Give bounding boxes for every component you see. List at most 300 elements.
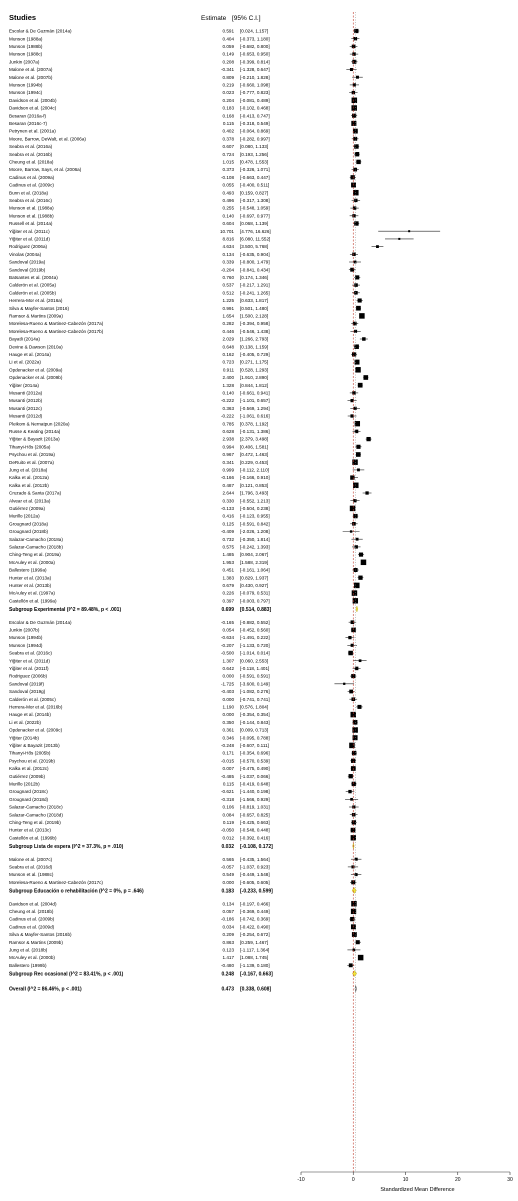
study-row-0-55-estimate: 0.967 bbox=[222, 452, 234, 458]
study-row-1-9-name: Sandoval (2019g) bbox=[9, 689, 46, 695]
study-row-0-17-ci: [0.478, 1.553] bbox=[240, 159, 269, 165]
study-row-0-6-estimate: 0.809 bbox=[222, 74, 234, 80]
study-row-0-52-name: Russe & Keating (2014a) bbox=[9, 429, 61, 434]
study-row-3-3-ci: [-0.422, 0.490] bbox=[240, 924, 270, 930]
study-row-3-6-name: Jung et al. (2018b) bbox=[9, 947, 48, 953]
study-row-1-12-name: Hauge et al. (2014b) bbox=[9, 712, 51, 718]
study-row-1-1-name: Junkin (2007b) bbox=[9, 627, 40, 633]
study-row-0-58-estimate: -0.166 bbox=[220, 475, 234, 481]
study-row-0-47-point bbox=[352, 391, 355, 394]
study-row-0-63-ci: [-0.123, 0.955] bbox=[240, 513, 270, 519]
study-row-0-73-name: McAuley et al. (1997a) bbox=[9, 590, 55, 596]
study-row-1-11-name: Herrera-Mor et al. (2016b) bbox=[9, 704, 63, 710]
study-row-1-14-name: Opdenacker et al. (2009c) bbox=[9, 727, 63, 733]
study-row-0-67-ci: [-0.242, 1.393] bbox=[240, 544, 270, 550]
subgroup-summary-0-diamond bbox=[356, 606, 358, 612]
study-row-0-37-name: Ramsor & Martins (2009a) bbox=[9, 313, 63, 319]
study-row-0-34-name: Calderón et al. (2005b) bbox=[9, 290, 56, 296]
study-row-1-23-estimate: -0.318 bbox=[220, 796, 234, 802]
study-row-0-21-estimate: 0.493 bbox=[222, 190, 234, 196]
study-row-1-8-point bbox=[343, 683, 345, 685]
study-row-3-3-name: Cadinus et al. (2009d) bbox=[9, 924, 55, 930]
study-row-0-68-point bbox=[359, 553, 363, 557]
study-row-3-0-ci: [-0.197, 0.466] bbox=[240, 901, 270, 907]
study-row-0-57-name: Jung et al. (2018a) bbox=[9, 467, 48, 473]
study-row-0-49-point bbox=[354, 407, 357, 410]
study-row-0-29-estimate: 0.134 bbox=[222, 251, 234, 257]
study-row-3-4-estimate: 0.209 bbox=[222, 932, 234, 938]
study-row-0-25-estimate: 0.604 bbox=[222, 221, 234, 227]
study-row-0-27-estimate: 8.816 bbox=[222, 236, 234, 242]
study-row-1-22-estimate: -0.621 bbox=[220, 789, 234, 795]
study-row-0-10-estimate: 0.183 bbox=[222, 105, 234, 111]
study-row-1-23-ci: [-1.566, 0.929] bbox=[240, 796, 270, 802]
study-row-3-7-estimate: 1.417 bbox=[222, 955, 234, 961]
study-row-0-45-ci: [1.910, 2.890] bbox=[240, 375, 269, 381]
study-row-1-2-estimate: -0.634 bbox=[220, 635, 234, 641]
study-row-0-24-name: Munson et al. (1988b) bbox=[9, 213, 54, 219]
study-row-0-23-name: Munson et al. (1988a) bbox=[9, 205, 54, 211]
study-row-0-12-name: Besaran (2016c-7) bbox=[9, 121, 48, 126]
study-row-0-30-estimate: 0.339 bbox=[222, 259, 234, 265]
study-row-0-20-name: Cadinus et al. (2009c) bbox=[9, 182, 54, 188]
study-row-3-3-estimate: 0.034 bbox=[222, 924, 234, 930]
study-row-0-33-ci: [-0.217, 1.291] bbox=[240, 282, 270, 288]
study-row-0-35-ci: [0.633, 1.817] bbox=[240, 298, 269, 304]
study-row-0-52-ci: [-0.131, 1.386] bbox=[240, 429, 270, 434]
study-row-0-34-estimate: 0.512 bbox=[222, 290, 234, 296]
study-row-0-13-ci: [-0.064, 0.869] bbox=[240, 128, 270, 134]
study-row-0-1-estimate: 0.404 bbox=[222, 36, 234, 42]
study-row-0-15-point bbox=[354, 144, 358, 148]
study-row-0-32-name: Batsantes et al. (2004a) bbox=[9, 275, 58, 280]
study-row-3-4-point bbox=[352, 932, 357, 937]
study-row-0-45-estimate: 2.400 bbox=[222, 375, 234, 381]
study-row-0-1-name: Munson (1988a) bbox=[9, 36, 43, 42]
study-row-0-42-name: Hauge et al. (2014a) bbox=[9, 352, 51, 357]
study-row-0-7-name: Munson (1994b) bbox=[9, 82, 43, 88]
study-row-2-2-point bbox=[355, 873, 358, 876]
study-row-0-66-estimate: 0.732 bbox=[222, 536, 234, 542]
study-row-1-28-ci: [-0.392, 0.416] bbox=[240, 835, 270, 841]
study-row-0-63-name: Murillo (2012a) bbox=[9, 513, 40, 519]
study-row-3-2-estimate: -0.186 bbox=[220, 916, 234, 922]
study-row-0-31-point bbox=[350, 268, 354, 272]
study-row-0-74-ci: [-0.003, 0.797] bbox=[240, 598, 270, 604]
study-row-0-48-name: Musanti (2012b) bbox=[9, 398, 43, 404]
study-row-0-55-point bbox=[356, 452, 361, 457]
study-row-1-24-ci: [-0.819, 1.031] bbox=[240, 804, 270, 810]
study-row-0-54-point bbox=[356, 445, 360, 449]
study-row-1-16-point bbox=[349, 743, 355, 749]
study-row-0-2-name: Munson (1988b) bbox=[9, 44, 43, 49]
study-row-0-43-ci: [0.271, 1.175] bbox=[240, 359, 269, 365]
study-row-0-25-point bbox=[354, 221, 358, 225]
study-row-0-32-ci: [0.174, 1.346] bbox=[240, 275, 269, 280]
study-row-0-11-ci: [-0.413, 0.747] bbox=[240, 113, 270, 119]
study-row-0-10-point bbox=[351, 105, 357, 111]
study-row-0-67-name: Salazar-Camacho (2018b) bbox=[9, 544, 63, 550]
study-row-0-27-ci: [6.080, 11.552] bbox=[240, 236, 271, 242]
study-row-0-10-ci: [-0.102, 0.468] bbox=[240, 105, 270, 111]
study-row-0-47-name: Musanti (2012a) bbox=[9, 390, 43, 396]
study-row-1-15-ci: [-0.095, 0.788] bbox=[240, 735, 270, 741]
study-row-1-18-estimate: -0.015 bbox=[220, 758, 234, 764]
study-row-0-51-estimate: 0.785 bbox=[222, 421, 234, 427]
study-row-0-28-estimate: 4.634 bbox=[222, 244, 234, 250]
study-row-0-24-estimate: 0.140 bbox=[222, 213, 234, 219]
study-row-0-56-ci: [0.229, 0.453] bbox=[240, 459, 269, 465]
x-tick-label-2: 10 bbox=[402, 1177, 409, 1183]
study-row-0-13-point bbox=[353, 129, 358, 134]
study-row-0-59-estimate: 0.487 bbox=[222, 482, 234, 488]
study-row-0-66-point bbox=[356, 538, 359, 541]
study-row-0-18-estimate: 0.373 bbox=[222, 167, 234, 173]
study-row-0-15-name: Seabra et al. (2016a) bbox=[9, 144, 53, 150]
study-row-0-37-point bbox=[359, 313, 365, 319]
study-row-3-5-name: Ramsor & Martins (2009b) bbox=[9, 939, 63, 945]
study-row-0-58-point bbox=[350, 475, 354, 479]
overall-estimate: 0.473 bbox=[221, 986, 234, 993]
study-row-0-57-estimate: 0.999 bbox=[222, 467, 234, 473]
study-row-0-28-name: Rodriguez (2006a) bbox=[9, 244, 48, 250]
study-row-0-59-ci: [0.121, 0.853] bbox=[240, 482, 269, 488]
study-row-1-12-estimate: 0.000 bbox=[222, 712, 234, 718]
study-row-1-22-ci: [-1.440, 0.198] bbox=[240, 789, 270, 795]
study-row-1-3-estimate: -0.207 bbox=[220, 642, 234, 648]
study-row-0-22-name: Seabra et al. (2016c) bbox=[9, 198, 52, 203]
study-row-3-7-point bbox=[358, 955, 364, 961]
study-row-0-24-ci: [-0.697, 0.977] bbox=[240, 213, 270, 219]
subgroup-summary-0-ci: [0.514, 0.883] bbox=[240, 606, 272, 613]
study-row-0-64-name: Grougnard (2018a) bbox=[9, 521, 49, 527]
study-row-0-4-estimate: 0.208 bbox=[222, 59, 234, 65]
study-row-0-22-estimate: 0.496 bbox=[222, 198, 234, 203]
study-row-1-20-estimate: -0.485 bbox=[220, 773, 234, 779]
study-row-3-1-ci: [-0.369, 0.449] bbox=[240, 909, 270, 914]
study-row-0-3-point bbox=[352, 52, 355, 55]
study-row-0-19-ci: [-0.663, 0.447] bbox=[240, 174, 270, 180]
study-row-0-56-estimate: 0.341 bbox=[222, 459, 234, 465]
study-row-0-44-point bbox=[355, 367, 361, 373]
study-row-1-7-name: Rodriguez (2006b) bbox=[9, 673, 48, 679]
study-row-0-69-point bbox=[361, 560, 367, 566]
study-row-0-46-name: Yiğiter (2014a) bbox=[9, 382, 39, 388]
study-row-0-37-ci: [1.500, 2.128] bbox=[240, 313, 269, 319]
study-row-0-10-name: Davidson et al. (2004c) bbox=[9, 105, 57, 111]
study-row-0-27-name: Yiğiter et al. (2011d) bbox=[9, 236, 50, 242]
study-row-0-37-estimate: 1.654 bbox=[222, 313, 234, 319]
study-row-0-74-name: Castellón et al. (1999a) bbox=[9, 598, 57, 604]
study-row-0-51-ci: [0.378, 1.192] bbox=[240, 421, 269, 427]
study-row-3-4-name: Silva & Mayfer-Santos (2016b) bbox=[9, 932, 72, 938]
study-row-0-55-ci: [0.472, 1.463] bbox=[240, 452, 269, 458]
study-row-3-0-name: Davidson et al. (2004d) bbox=[9, 901, 57, 907]
study-row-1-23-point bbox=[350, 798, 353, 801]
study-row-3-5-point bbox=[356, 940, 360, 944]
study-row-0-60-point bbox=[365, 491, 368, 494]
plot-body bbox=[9, 12, 513, 1193]
subgroup-summary-3-label: Subgroup Rec ocasional (I^2 = 83.41%, p < .001) bbox=[9, 971, 124, 978]
study-row-1-24-name: Salazar-Camacho (2018c) bbox=[9, 804, 63, 810]
study-row-0-18-name: Moore, Barrow, Says, et al. (2006a) bbox=[9, 167, 82, 173]
study-row-1-0-ci: [-0.882, 0.552] bbox=[240, 619, 270, 625]
study-row-0-60-ci: [1.796, 3.493] bbox=[240, 490, 269, 496]
study-row-0-41-name: Devine & Dawson (2010a) bbox=[9, 344, 63, 350]
study-row-0-60-name: Cruzado & Santa (2017a) bbox=[9, 490, 62, 496]
study-row-0-36-point bbox=[356, 306, 361, 311]
study-row-2-2-ci: [-0.449, 1.548] bbox=[240, 872, 270, 878]
x-tick-label-1: 0 bbox=[351, 1177, 355, 1183]
study-row-0-11-name: Besaran (2016a-f) bbox=[9, 113, 47, 119]
study-row-1-5-estimate: 1.307 bbox=[222, 658, 234, 664]
estimate-header: Estimate bbox=[201, 15, 227, 22]
study-row-0-25-ci: [0.068, 1.139] bbox=[240, 221, 269, 227]
study-row-0-44-estimate: 0.911 bbox=[222, 367, 234, 373]
study-row-0-63-estimate: 0.416 bbox=[222, 513, 234, 519]
study-row-0-71-ci: [0.829, 1.937] bbox=[240, 575, 269, 581]
study-row-0-50-estimate: -0.222 bbox=[220, 413, 234, 419]
ci-header: [95% C.I.] bbox=[232, 15, 261, 22]
study-row-1-26-estimate: 0.119 bbox=[222, 820, 234, 825]
study-row-0-42-ci: [-0.405, 0.729] bbox=[240, 352, 270, 357]
study-row-0-58-ci: [-0.166, 0.910] bbox=[240, 475, 270, 481]
study-row-0-57-point bbox=[357, 468, 360, 471]
study-row-1-7-ci: [-0.591, 0.591] bbox=[240, 673, 270, 679]
study-row-0-62-point bbox=[350, 506, 356, 512]
study-row-0-35-estimate: 1.225 bbox=[222, 298, 234, 304]
subgroup-summary-3-ci: [-0.167, 0.663] bbox=[240, 971, 273, 978]
study-row-3-1-estimate: 0.057 bbox=[222, 909, 234, 914]
study-row-1-5-ci: [0.060, 2.553] bbox=[240, 658, 269, 664]
study-row-0-58-name: Kalka et al. (2012a) bbox=[9, 475, 49, 481]
study-row-1-0-point bbox=[351, 620, 355, 624]
study-row-1-10-name: Calderón et al. (2005c) bbox=[9, 696, 56, 702]
study-row-0-20-ci: [-0.400, 0.511] bbox=[240, 182, 270, 188]
study-row-1-16-name: Yiğiter & Bayazit (2013b) bbox=[9, 743, 60, 748]
study-row-1-17-estimate: 0.171 bbox=[222, 750, 234, 756]
study-row-1-9-ci: [-1.082, 0.276] bbox=[240, 689, 270, 695]
study-row-3-6-ci: [-1.117, 1.364] bbox=[240, 947, 270, 953]
study-row-0-14-point bbox=[353, 137, 357, 141]
study-row-1-3-ci: [-1.133, 0.720] bbox=[240, 642, 270, 648]
study-row-3-8-ci: [-1.139, 0.180] bbox=[240, 962, 270, 968]
study-row-1-8-estimate: -1.725 bbox=[220, 681, 234, 687]
study-row-0-42-estimate: 0.162 bbox=[222, 352, 234, 357]
study-row-0-43-estimate: 0.723 bbox=[222, 359, 234, 365]
study-row-1-7-estimate: 0.000 bbox=[222, 673, 234, 679]
study-row-0-6-ci: [-0.210, 1.828] bbox=[240, 74, 270, 80]
study-row-0-15-estimate: 0.607 bbox=[222, 144, 234, 150]
study-row-0-60-estimate: 2.644 bbox=[222, 490, 234, 496]
study-row-0-5-estimate: -0.341 bbox=[220, 67, 234, 73]
study-row-0-3-name: Munson (1988c) bbox=[9, 51, 43, 57]
study-row-0-30-name: Sandoval (2019a) bbox=[9, 259, 46, 265]
study-row-0-51-point bbox=[355, 421, 360, 426]
study-row-0-33-estimate: 0.537 bbox=[222, 282, 234, 288]
study-row-1-13-estimate: 0.350 bbox=[222, 719, 234, 725]
study-row-0-71-point bbox=[358, 576, 362, 580]
study-row-1-2-point bbox=[348, 636, 351, 639]
study-row-1-12-ci: [-0.354, 0.354] bbox=[240, 712, 270, 718]
study-row-0-39-estimate: 0.446 bbox=[222, 328, 234, 334]
study-row-0-20-estimate: 0.055 bbox=[222, 182, 234, 188]
study-row-0-62-name: Gutiérrez (2009a) bbox=[9, 506, 46, 511]
study-row-0-70-name: Ballestero (1999a) bbox=[9, 567, 47, 573]
study-row-0-0-name: Escolar & De Guzmán (2014a) bbox=[9, 28, 72, 34]
study-row-0-50-name: Musanti (2012d) bbox=[9, 413, 43, 419]
study-row-1-9-point bbox=[349, 690, 353, 694]
study-row-0-61-name: Alvear et al. (2013a) bbox=[9, 498, 51, 504]
study-row-0-24-point bbox=[352, 214, 355, 217]
study-row-0-45-name: Opdenacker et al. (2009b) bbox=[9, 375, 63, 381]
study-row-1-17-name: Tihanyi-Hős (2005b) bbox=[9, 750, 51, 756]
study-row-2-2-name: Munson et al. (1988c) bbox=[9, 872, 54, 878]
study-row-0-74-estimate: 0.397 bbox=[222, 598, 234, 604]
study-row-1-27-ci: [-0.548, 0.448] bbox=[240, 827, 270, 833]
study-row-0-14-name: Moore, Barrow, DeWalt, et al. (2006a) bbox=[9, 136, 86, 142]
x-axis-label: Standardized Mean Difference bbox=[380, 1187, 455, 1193]
study-row-1-10-ci: [-0.741, 0.741] bbox=[240, 696, 270, 702]
study-row-0-62-ci: [-0.504, 0.238] bbox=[240, 506, 270, 511]
study-row-0-6-point bbox=[356, 76, 359, 79]
study-row-3-7-name: McAuley et al. (2000b) bbox=[9, 955, 55, 961]
study-row-0-72-estimate: 0.679 bbox=[222, 583, 234, 588]
study-row-0-54-ci: [0.406, 1.581] bbox=[240, 444, 269, 450]
study-row-0-64-ci: [-0.591, 0.842] bbox=[240, 521, 270, 527]
study-row-0-45-point bbox=[363, 375, 368, 380]
study-row-0-25-name: Russell et al. (2014a) bbox=[9, 221, 53, 227]
study-row-0-23-estimate: 0.255 bbox=[222, 205, 234, 211]
study-row-0-9-ci: [-0.081, 0.489] bbox=[240, 97, 270, 103]
study-row-1-20-ci: [-1.037, 0.066] bbox=[240, 773, 270, 779]
study-row-3-8-estimate: -0.480 bbox=[220, 962, 234, 968]
study-row-0-2-ci: [-0.682, 0.800] bbox=[240, 44, 270, 49]
study-row-1-15-name: Yiğiter (2014b) bbox=[9, 735, 39, 741]
study-row-0-46-ci: [0.844, 1.812] bbox=[240, 382, 269, 388]
study-row-2-1-ci: [-1.037, 0.923] bbox=[240, 864, 270, 870]
study-row-0-4-name: Junkin (2007a) bbox=[9, 59, 40, 65]
study-row-2-0-estimate: 0.565 bbox=[222, 856, 234, 862]
study-row-0-7-ci: [-0.660, 1.098] bbox=[240, 82, 270, 88]
study-row-0-47-ci: [-0.661, 0.941] bbox=[240, 390, 270, 396]
study-row-1-21-point bbox=[352, 782, 356, 786]
study-row-1-9-estimate: -0.403 bbox=[220, 689, 234, 695]
study-row-0-0-estimate: 0.591 bbox=[222, 28, 234, 34]
subgroup-summary-1-estimate: 0.032 bbox=[221, 843, 234, 850]
study-row-0-3-ci: [-0.653, 0.950] bbox=[240, 51, 270, 57]
study-row-0-14-ci: [-0.282, 0.997] bbox=[240, 136, 270, 142]
study-row-1-28-estimate: 0.012 bbox=[222, 835, 234, 841]
study-row-0-18-point bbox=[353, 168, 357, 172]
subgroup-summary-2-estimate: 0.183 bbox=[221, 888, 234, 895]
study-row-0-8-estimate: 0.023 bbox=[222, 90, 234, 96]
study-row-0-8-name: Munson (1994c) bbox=[9, 90, 43, 96]
study-row-0-59-name: Kalka et al. (2012b) bbox=[9, 482, 49, 488]
study-row-0-68-ci: [0.904, 2.067] bbox=[240, 552, 269, 558]
study-row-0-30-point bbox=[354, 261, 357, 264]
study-row-0-26-estimate: 10.701 bbox=[219, 228, 234, 234]
studies-header: Studies bbox=[9, 13, 37, 22]
study-row-1-23-name: Grougnard (2018d) bbox=[9, 796, 49, 802]
study-row-1-19-ci: [-0.475, 0.490] bbox=[240, 766, 270, 772]
study-row-0-72-name: Hunter et al. (2013b) bbox=[9, 583, 52, 588]
study-row-0-49-estimate: 0.363 bbox=[222, 405, 234, 411]
study-row-0-12-estimate: 0.115 bbox=[222, 121, 234, 126]
study-row-0-68-name: Ching-Teng et al. (2019a) bbox=[9, 552, 61, 558]
study-row-0-64-estimate: 0.125 bbox=[222, 521, 234, 527]
study-row-1-28-name: Castellón et al. (1999b) bbox=[9, 835, 57, 841]
study-row-2-1-name: Seabra et al. (2016d) bbox=[9, 864, 53, 870]
study-row-1-25-ci: [-0.657, 0.825] bbox=[240, 812, 270, 818]
study-row-0-26-ci: [4.776, 16.626] bbox=[240, 228, 271, 234]
study-row-0-55-name: Psychou et al. (2019a) bbox=[9, 452, 55, 458]
study-row-0-40-point bbox=[362, 337, 365, 340]
study-row-0-22-ci: [-0.317, 1.308] bbox=[240, 198, 270, 203]
study-row-0-35-name: Herrera-Mor et al. (2016a) bbox=[9, 298, 63, 304]
study-row-0-31-ci: [-0.841, 0.434] bbox=[240, 267, 270, 273]
study-row-1-6-estimate: 0.642 bbox=[222, 666, 234, 671]
study-row-0-12-ci: [-0.318, 0.549] bbox=[240, 121, 270, 126]
study-row-0-73-ci: [-0.079, 0.531] bbox=[240, 590, 270, 596]
study-row-1-27-estimate: -0.050 bbox=[220, 827, 234, 833]
study-row-1-2-name: Munson (1994b) bbox=[9, 635, 43, 641]
study-row-0-33-name: Calderón et al. (2005a) bbox=[9, 282, 56, 288]
study-row-1-17-ci: [-0.354, 0.696] bbox=[240, 750, 270, 756]
study-row-1-26-name: Ching-Teng et al. (2019b) bbox=[9, 820, 61, 825]
study-row-0-51-name: Pleikom & Nernatpun (2020a) bbox=[9, 421, 70, 427]
study-row-1-16-estimate: -0.248 bbox=[220, 743, 234, 748]
study-row-0-53-ci: [2.379, 3.498] bbox=[240, 436, 269, 442]
study-row-2-0-name: Malone et al. (2007c) bbox=[9, 856, 53, 862]
subgroup-summary-0-label: Subgroup Experimental (I^2 = 89.48%, p < .001) bbox=[9, 606, 122, 613]
study-row-1-5-point bbox=[359, 659, 362, 662]
study-row-0-9-name: Davidson et al. (2004b) bbox=[9, 97, 57, 103]
study-row-1-18-ci: [-0.570, 0.539] bbox=[240, 758, 270, 764]
study-row-2-3-ci: [-0.605, 0.605] bbox=[240, 879, 270, 885]
study-row-0-28-point bbox=[376, 245, 379, 248]
study-row-0-16-ci: [0.193, 1.256] bbox=[240, 151, 269, 157]
study-row-0-69-name: McAuley et al. (2000a) bbox=[9, 559, 55, 565]
study-row-0-14-estimate: 0.378 bbox=[222, 136, 234, 142]
study-row-1-15-estimate: 0.346 bbox=[222, 735, 234, 741]
study-row-0-33-point bbox=[354, 283, 358, 287]
study-row-0-46-estimate: 1.328 bbox=[222, 382, 234, 388]
study-row-0-15-ci: [0.080, 1.133] bbox=[240, 144, 269, 150]
study-row-0-71-name: Hunter et al. (2013a) bbox=[9, 575, 52, 581]
study-row-0-40-name: Bayatli (2014a) bbox=[9, 336, 40, 342]
study-row-0-49-name: Musanti (2012c) bbox=[9, 405, 42, 411]
study-row-0-62-estimate: -0.133 bbox=[220, 506, 234, 511]
study-row-1-4-point bbox=[348, 651, 353, 656]
study-row-0-23-ci: [-0.548, 1.059] bbox=[240, 205, 270, 211]
subgroup-summary-1-ci: [-0.108, 0.172] bbox=[240, 843, 273, 850]
study-row-0-6-name: Malone et al. (2007b) bbox=[9, 74, 53, 80]
study-row-1-22-name: Grougnard (2018c) bbox=[9, 789, 48, 795]
study-row-0-44-ci: [0.528, 1.293] bbox=[240, 367, 269, 373]
study-row-0-11-estimate: 0.168 bbox=[222, 113, 234, 119]
study-row-0-71-estimate: 1.383 bbox=[222, 575, 234, 581]
study-row-1-26-point bbox=[352, 820, 356, 824]
study-row-0-49-ci: [-0.569, 1.294] bbox=[240, 405, 270, 411]
study-row-0-69-ci: [1.588, 2.319] bbox=[240, 559, 269, 565]
study-row-2-3-estimate: 0.000 bbox=[222, 879, 234, 885]
study-row-0-40-ci: [1.266, 2.793] bbox=[240, 336, 269, 342]
study-row-0-57-ci: [-0.112, 2.110] bbox=[240, 467, 269, 473]
study-row-1-0-name: Escolar & De Guzmán (2014a) bbox=[9, 619, 72, 625]
study-row-0-17-name: Cheung et al. (2018a) bbox=[9, 159, 54, 165]
x-tick-label-4: 30 bbox=[507, 1177, 513, 1183]
